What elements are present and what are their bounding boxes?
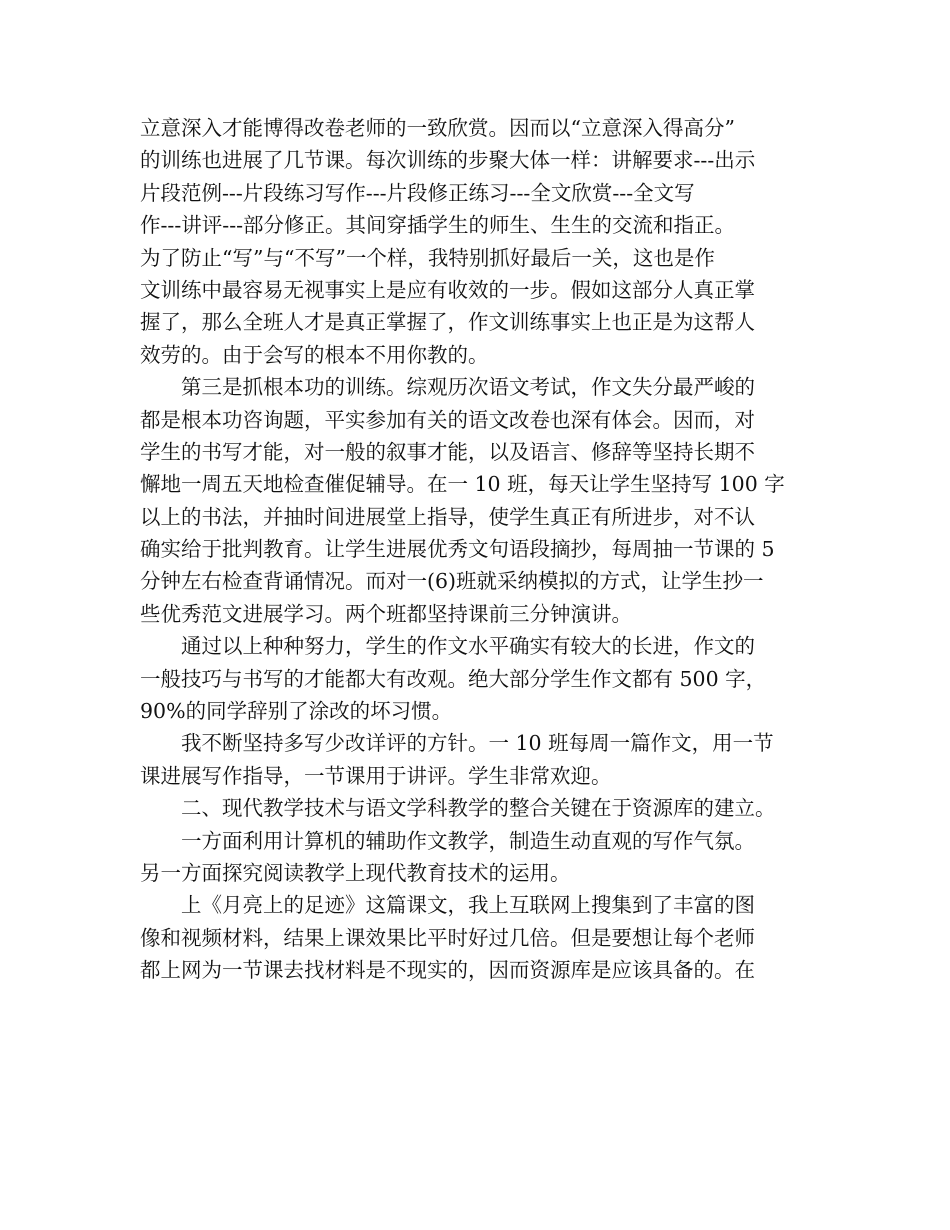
text-line: 课进展写作指导，一节课用于讲评。学生非常欢迎。 [140, 763, 612, 788]
text-line: 确实给于批判教育。让学生进展优秀文句语段摘抄，每周抽一节课的 5 [140, 537, 775, 562]
text-line: 些优秀范文进展学习。两个班都坚持课前三分钟演讲。 [140, 601, 632, 626]
text-line: 为了防止“写”与“不写”一个样，我特别抓好最后一关，这也是作 [140, 245, 715, 270]
text-line: 效劳的。由于会写的根本不用你教的。 [140, 342, 489, 367]
text-line: 一般技巧与书写的才能都大有改观。绝大部分学生作文都有 500 字， [140, 666, 767, 691]
text-line: 另一方面探究阅读教学上现代教育技术的运用。 [140, 860, 571, 885]
text-line: 一方面利用计算机的辅助作文教学，制造生动直观的写作气氛。 [181, 828, 755, 853]
body-text [140, 112, 820, 987]
text-line: 片段范例---片段练习写作---片段修正练习---全文欣赏---全文写 [140, 180, 695, 205]
text-line: 我不断坚持多写少改详评的方针。一 10 班每周一篇作文，用一节 [181, 731, 774, 756]
text-line: 分钟左右检查背诵情况。而对一(6)班就采纳模拟的方式，让学生抄一 [140, 569, 764, 594]
text-line: 都上网为一节课去找材料是不现实的，因而资源库是应该具备的。在 [140, 958, 755, 983]
text-line: 像和视频材料，结果上课效果比平时好过几倍。但是要想让每个老师 [140, 925, 755, 950]
text-line: 都是根本功咨询题，平实参加有关的语文改卷也深有体会。因而，对 [140, 407, 755, 432]
text-line: 作---讲评---部分修正。其间穿插学生的师生、生生的交流和指正。 [140, 213, 736, 238]
text-line: 二、现代教学技术与语文学科教学的整合关键在于资源库的建立。 [181, 796, 776, 821]
text-line: 以上的书法，并抽时间进展堂上指导，使学生真正有所进步，对不认 [140, 504, 755, 529]
text-line: 上《月亮上的足迹》这篇课文，我上互联网上搜集到了丰富的图 [181, 893, 755, 918]
text-line: 第三是抓根本功的训练。综观历次语文考试，作文失分最严峻的 [181, 375, 755, 400]
text-line: 懈地一周五天地检查催促辅导。在一 10 班，每天让学生坚持写 100 字 [140, 472, 785, 497]
text-line: 通过以上种种努力，学生的作文水平确实有较大的长进，作文的 [181, 634, 755, 659]
text-line: 学生的书写才能，对一般的叙事才能，以及语言、修辞等坚持长期不 [140, 439, 755, 464]
text-line: 立意深入才能博得改卷老师的一致欣赏。因而以“立意深入得高分” [140, 116, 735, 140]
text-line: 的训练也进展了几节课。每次训练的步聚大体一样：讲解要求---出示 [140, 148, 756, 173]
text-line: 文训练中最容易无视事实上是应有收效的一步。假如这部分人真正掌 [140, 277, 755, 302]
text-line: 握了，那么全班人才是真正掌握了，作文训练事实上也正是为这帮人 [140, 310, 755, 335]
text-line: 90%的同学辞别了涂改的坏习惯。 [140, 699, 453, 724]
